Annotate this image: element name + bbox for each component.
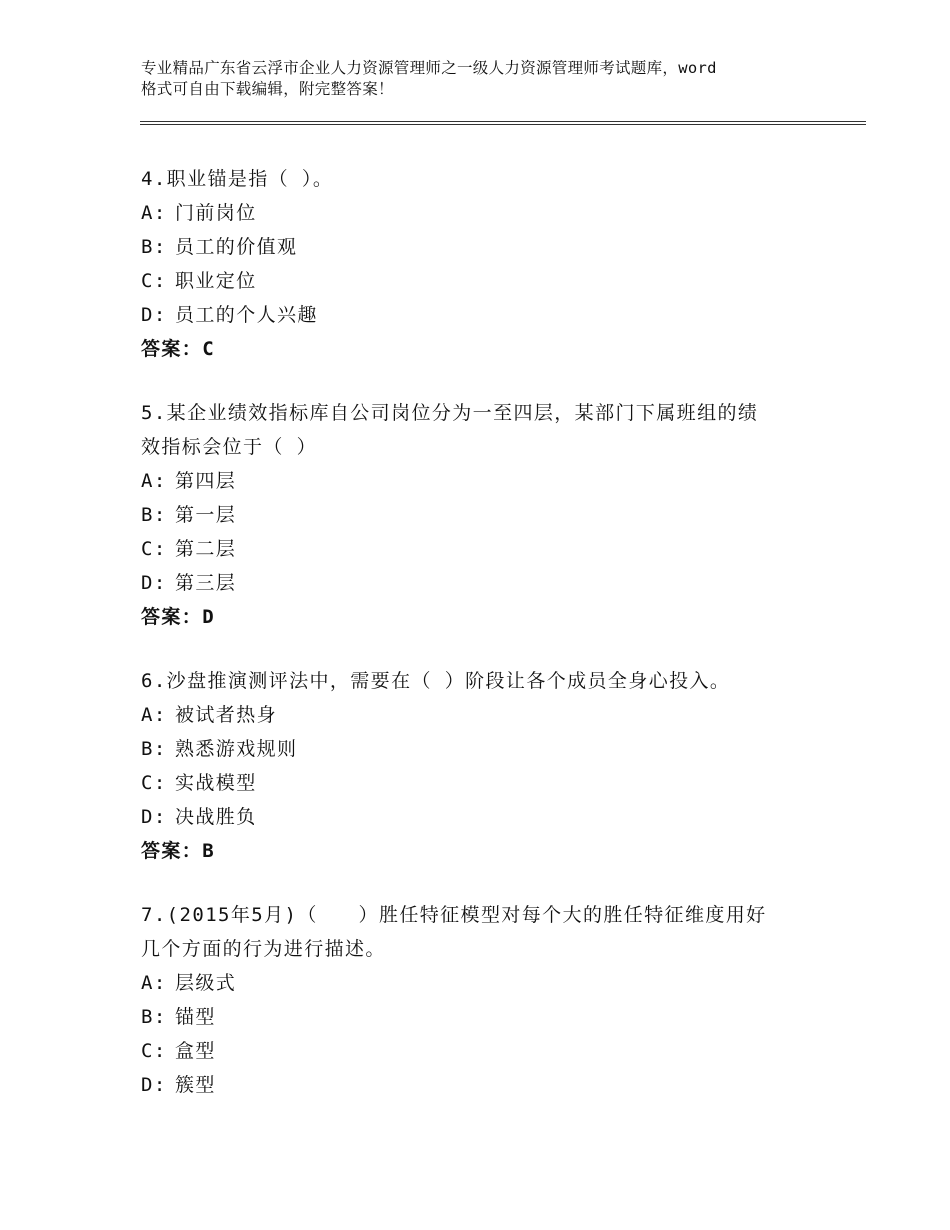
option-letter: C:	[141, 1040, 167, 1062]
option-d	[141, 566, 841, 600]
option-c	[141, 1034, 841, 1068]
option-text: 盒型	[175, 1040, 216, 1062]
option-text: 员工的个人兴趣	[175, 304, 318, 326]
option-b	[141, 732, 841, 766]
option-letter: B:	[141, 1006, 167, 1028]
option-letter: C:	[141, 270, 167, 292]
option-d	[141, 800, 841, 834]
option-letter: A:	[141, 972, 167, 994]
option-text: 员工的价值观	[175, 236, 298, 258]
option-letter: B:	[141, 236, 167, 258]
option-text: 锚型	[175, 1006, 216, 1028]
option-text: 门前岗位	[175, 202, 257, 224]
option-d	[141, 298, 841, 332]
header-divider-bottom	[140, 124, 866, 125]
document-header	[141, 58, 831, 100]
question-text-line-1: 5.某企业绩效指标库自公司岗位分为一至四层，某部门下属班组的绩	[141, 402, 759, 424]
option-text: 第二层	[175, 538, 237, 560]
option-letter: C:	[141, 538, 167, 560]
header-title-line-1: 专业精品广东省云浮市企业人力资源管理师之一级人力资源管理师考试题库，word	[141, 59, 717, 77]
question-text: 4.职业锚是指（ ）。	[141, 168, 334, 190]
option-c	[141, 532, 841, 566]
questions-list	[141, 162, 841, 1132]
option-text: 簇型	[175, 1074, 216, 1096]
option-a	[141, 698, 841, 732]
answer-text: 答案：D	[141, 606, 216, 628]
question-text: 6.沙盘推演测评法中，需要在（ ）阶段让各个成员全身心投入。	[141, 670, 731, 692]
option-letter: A:	[141, 470, 167, 492]
option-text: 层级式	[175, 972, 237, 994]
question-text-line-2: 效指标会位于（ ）	[141, 436, 318, 458]
option-letter: D:	[141, 1074, 167, 1096]
question-text-line-1: 7.(2015年5月)（ ）胜任特征模型对每个大的胜任特征维度用好	[141, 904, 767, 926]
option-a	[141, 464, 841, 498]
question-text-line-2: 几个方面的行为进行描述。	[141, 938, 386, 960]
question-7	[141, 898, 841, 1102]
option-letter: D:	[141, 304, 167, 326]
option-letter: D:	[141, 806, 167, 828]
option-a	[141, 196, 841, 230]
option-c	[141, 264, 841, 298]
answer-text: 答案：B	[141, 840, 216, 862]
option-text: 职业定位	[175, 270, 257, 292]
option-b	[141, 230, 841, 264]
option-b	[141, 1000, 841, 1034]
option-d	[141, 1068, 841, 1102]
option-text: 第一层	[175, 504, 237, 526]
header-divider-top	[140, 121, 866, 122]
option-text: 实战模型	[175, 772, 257, 794]
answer-text: 答案：C	[141, 338, 216, 360]
option-text: 熟悉游戏规则	[175, 738, 298, 760]
option-text: 被试者热身	[175, 704, 278, 726]
header-title-line-2: 格式可自由下载编辑，附完整答案！	[141, 80, 394, 98]
option-letter: B:	[141, 738, 167, 760]
option-letter: C:	[141, 772, 167, 794]
option-b	[141, 498, 841, 532]
question-4	[141, 162, 841, 366]
option-letter: A:	[141, 202, 167, 224]
option-letter: B:	[141, 504, 167, 526]
option-letter: A:	[141, 704, 167, 726]
option-text: 第四层	[175, 470, 237, 492]
option-text: 决战胜负	[175, 806, 257, 828]
option-a	[141, 966, 841, 1000]
option-text: 第三层	[175, 572, 237, 594]
question-6	[141, 664, 841, 868]
option-c	[141, 766, 841, 800]
option-letter: D:	[141, 572, 167, 594]
question-5	[141, 396, 841, 634]
